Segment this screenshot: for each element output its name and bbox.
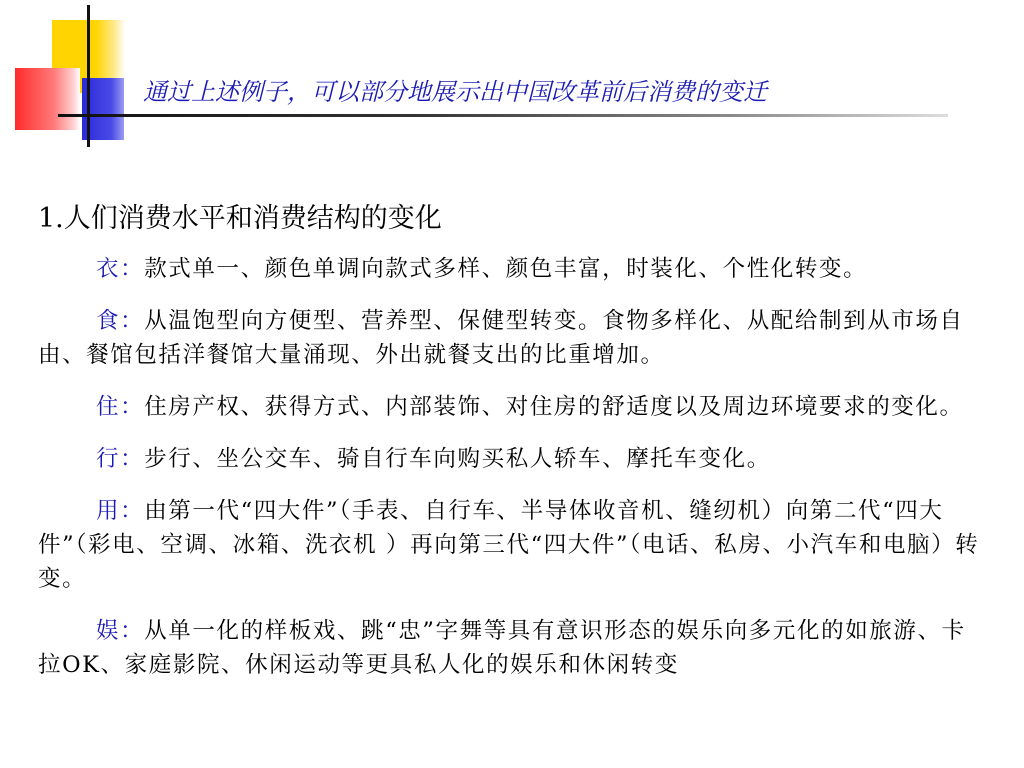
item-label: 食： [96, 308, 145, 334]
item-text: 从温饱型向方便型、营养型、保健型转变。食物多样化、从配给制到从市场自由、餐馆包括洋餐馆大量涌现、外出就餐支出的比重增加。 [38, 308, 964, 368]
slide-body [38, 252, 988, 700]
item-transport [38, 442, 988, 476]
item-text: 从单一化的样板戏、跳“忠”字舞等具有意识形态的娱乐向多元化的如旅游、卡拉OK、家庭影院、休闲运动等更具私人化的娱乐和休闲转变 [38, 618, 966, 678]
item-text: 住房产权、获得方式、内部装饰、对住房的舒适度以及周边环境要求的变化。 [144, 394, 964, 420]
item-entertainment [38, 614, 988, 682]
item-food [38, 304, 988, 372]
item-text: 步行、坐公交车、骑自行车向购买私人轿车、摩托车变化。 [144, 446, 771, 472]
item-text: 款式单一、颜色单调向款式多样、颜色丰富，时装化、个性化转变。 [144, 256, 868, 282]
item-clothing [38, 252, 988, 286]
slide-title: 通过上述例子，可以部分地展示出中国改革前后消费的变迁 [143, 78, 767, 106]
item-label: 行： [96, 446, 145, 472]
item-label: 衣： [96, 256, 145, 282]
item-label: 住： [96, 394, 145, 420]
item-text: 由第一代“四大件”（手表、自行车、半导体收音机、缝纫机）向第二代“四大件”（彩电、空调、冰箱、洗衣机 ）再向第三代“四大件”（电话、私房、小汽车和电脑）转变。 [38, 498, 980, 592]
title-underline [58, 114, 948, 117]
item-label: 娱： [96, 618, 145, 644]
item-label: 用： [96, 498, 145, 524]
section-heading: 1.人们消费水平和消费结构的变化 [38, 203, 442, 234]
decor-red-square [15, 68, 80, 130]
item-housing [38, 390, 988, 424]
item-goods [38, 494, 988, 596]
decor-vertical-line [87, 5, 90, 147]
